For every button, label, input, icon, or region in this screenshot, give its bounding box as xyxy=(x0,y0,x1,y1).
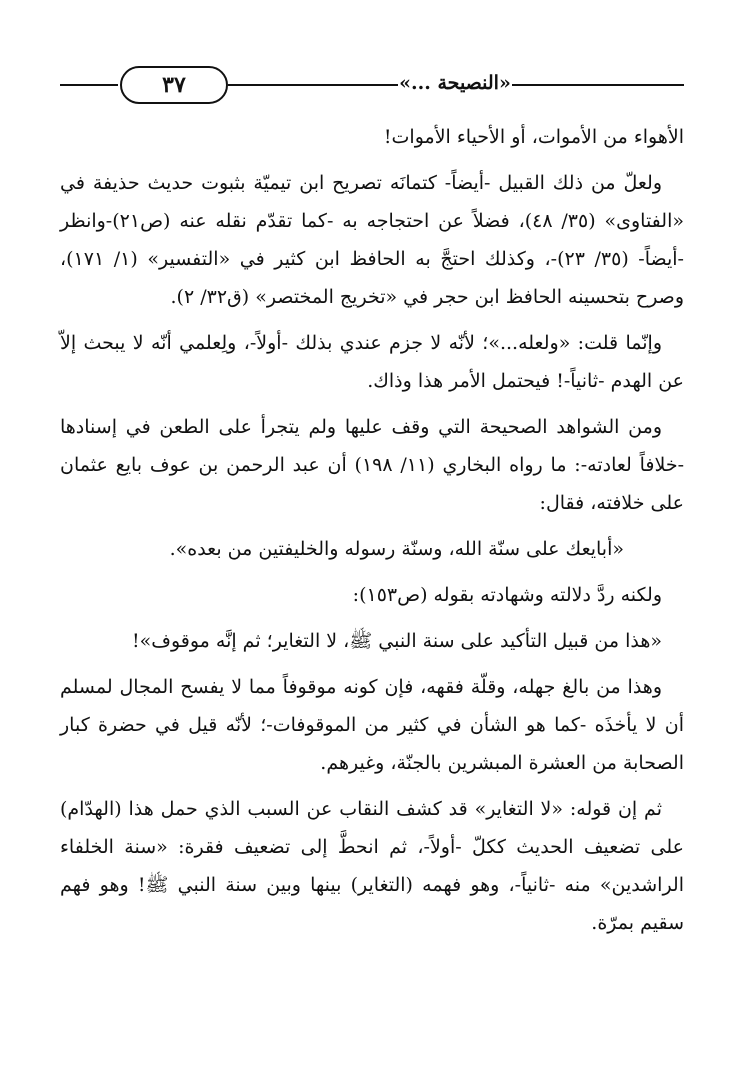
paragraph: ولكنه ردَّ دلالته وشهادته بقوله (ص١٥٣): xyxy=(352,584,662,606)
header-rule-middle xyxy=(228,84,398,86)
paragraph: ولعلّ من ذلك القبيل -أيضاً- كتمانَه تصريح ابن تيميّة بثبوت حديث حذيفة في «الفتاوى» (٣٥/ ٤٨)، فضلاً عن احتجاجه به -كما تقدّم نقله عنه (ص٢١)-وانظر -أيضاً- (٣٥/ ٢٣)-، وكذلك احتجَّ به الحافظ ابن كثير في «التفسير» (١/ ١٧١)، وصرح بتحسينه الحافظ ابن حجر في «تخريج المختصر» (ق٣٢/ ٢). xyxy=(60,172,684,308)
header-rule-right xyxy=(512,84,684,86)
page-body xyxy=(60,118,684,950)
paragraph: وإنّما قلت: «ولعله...»؛ لأنّه لا جزم عندي بذلك -أولاً-، ولِعلمي أنّه لا يبحث إلاّ عن الهدم -ثانياً-! فيحتمل الأمر هذا وذاك. xyxy=(60,332,684,392)
paragraph: ومن الشواهد الصحيحة التي وقف عليها ولم يتجرأ على الطعن في إسنادها -خلافاً لعادته-: ما رواه البخاري (١١/ ١٩٨) أن عبد الرحمن بن عوف بايع عثمان على خلافته، فقال: xyxy=(60,416,684,514)
paragraph: الأهواء من الأموات، أو الأحياء الأموات! xyxy=(383,126,684,148)
quoted-text: «هذا من قبيل التأكيد على سنة النبي ﷺ، لا التغاير؛ ثم إنَّه موقوف»! xyxy=(132,630,662,652)
quoted-text: «أبايعك على سنّة الله، وسنّة رسوله والخليفتين من بعده». xyxy=(169,538,624,560)
page-number: ٣٧ xyxy=(120,66,228,104)
page-header xyxy=(60,62,684,102)
paragraph: وهذا من بالغ جهله، وقلّة فقهه، فإن كونه موقوفاً مما لا يفسح المجال لمسلم أن لا يأخذَه -كما هو الشأن في كثير من الموقوفات-؛ لأنّه قيل في حضرة كبار الصحابة من العشرة المبشرين بالجنّة، وغيرهم. xyxy=(60,676,684,774)
header-rule-left xyxy=(60,84,118,86)
running-title: «النصيحة ...» xyxy=(399,72,511,94)
paragraph: ثم إن قوله: «لا التغاير» قد كشف النقاب عن السبب الذي حمل هذا (الهدّام) على تضعيف الحديث ككلّ -أولاً-، ثم انحطَّ إلى تضعيف فقرة: «سنة الخلفاء الراشدين» منه -ثانياً-، وهو فهمه (التغاير) بينها وبين سنة النبي ﷺ! وهو فهم سقيم بمرّة. xyxy=(60,798,684,934)
